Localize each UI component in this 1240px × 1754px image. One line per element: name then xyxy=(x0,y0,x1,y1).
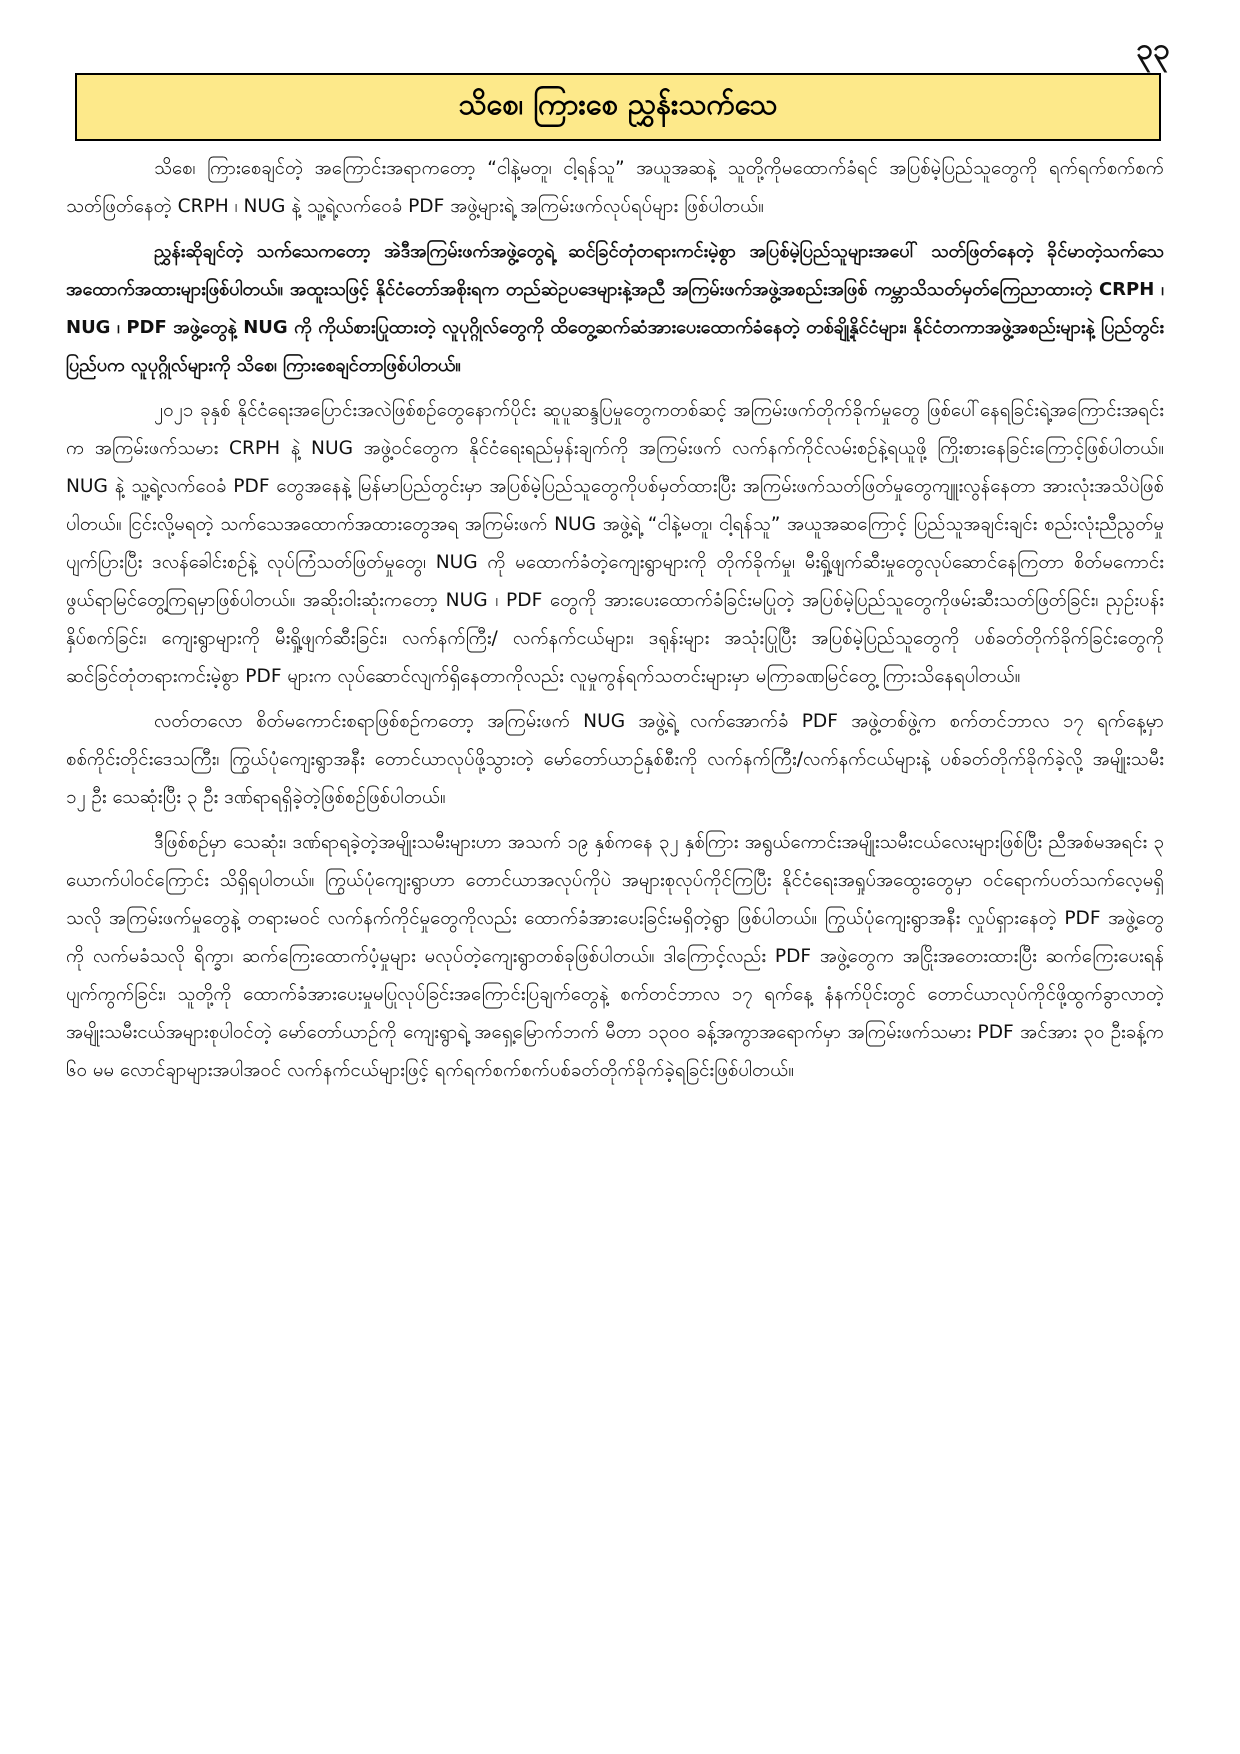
page-title: သိစေ၊ ကြားစေ ညွှန်းသက်သေ xyxy=(458,86,778,121)
article-body xyxy=(66,150,1164,1097)
paragraph-2: ညွှန်းဆိုချင်တဲ့ သက်သေကတော့ အဲဒီအကြမ်းဖက်အဖွဲ့တွေရဲ့ ဆင်ခြင်တုံတရားကင်းမဲ့စွာ အပြစ်မဲ့ပြည်သူများအပေါ် သတ်ဖြတ်နေတဲ့ ခိုင်မာတဲ့သက်သေအထောက်အထားများဖြစ်ပါတယ်။ အထူးသဖြင့် နိုင်ငံတော်အစိုးရက တည်ဆဲဥပဒေများနဲ့အညီ အကြမ်းဖက်အဖွဲ့အစည်းအဖြစ် ကမ္ဘာသိသတ်မှတ်ကြေညာထားတဲ့ CRPH ၊ NUG ၊ PDF အဖွဲ့တွေနဲ့ NUG ကို ကိုယ်စားပြုထားတဲ့ လူပုဂ္ဂိုလ်တွေကို ထိတွေ့ဆက်ဆံအားပေးထောက်ခံနေတဲ့ တစ်ချို့နိုင်ငံများ၊ နိုင်ငံတကာအဖွဲ့အစည်းများနဲ့ ပြည်တွင်းပြည်ပက လူပုဂ္ဂိုလ်များကို သိစေ၊ ကြားစေချင်တာဖြစ်ပါတယ်။ xyxy=(66,241,1164,376)
paragraph-4: လတ်တလော စိတ်မကောင်းစရာဖြစ်စဉ်ကတော့ အကြမ်းဖက် NUG အဖွဲ့ရဲ့ လက်အောက်ခံ PDF အဖွဲ့တစ်ဖွဲ့က စက်တင်ဘာလ ၁၇ ရက်နေ့မှာ စစ်ကိုင်းတိုင်းဒေသကြီး၊ ကြွယ်ပုံကျေးရွာအနီး တောင်ယာလုပ်ဖို့သွားတဲ့ မော်တော်ယာဉ်နှစ်စီးကို လက်နက်ကြီး/လက်နက်ငယ်များနဲ့ ပစ်ခတ်တိုက်ခိုက်ခဲ့လို့ အမျိုးသမီး ၁၂ ဦး သေဆုံးပြီး ၃ ဦး ဒဏ်ရာရရှိခဲ့တဲ့ဖြစ်စဉ်ဖြစ်ပါတယ်။ xyxy=(66,711,1164,808)
paragraph-3: ၂၀၂၁ ခုနှစ် နိုင်ငံရေးအပြောင်းအလဲဖြစ်စဉ်တွေနောက်ပိုင်း ဆူပူဆန္ဒပြမှုတွေကတစ်ဆင့် အကြမ်းဖက်တိုက်ခိုက်မှုတွေ ဖြစ်ပေါ်နေရခြင်းရဲ့အကြောင်းအရင်းက အကြမ်းဖက်သမား CRPH နဲ့ NUG အဖွဲ့ဝင်တွေက နိုင်ငံရေးရည်မှန်းချက်ကို အကြမ်းဖက် လက်နက်ကိုင်လမ်းစဉ်နဲ့ရယူဖို့ ကြိုးစားနေခြင်းကြောင့်ဖြစ်ပါတယ်။ NUG နဲ့ သူ့ရဲ့လက်ဝေခံ PDF တွေအနေနဲ့ မြန်မာပြည်တွင်းမှာ အပြစ်မဲ့ပြည်သူတွေကိုပစ်မှတ်ထားပြီး အကြမ်းဖက်သတ်ဖြတ်မှုတွေကျူးလွန်နေတာ အားလုံးအသိပဲဖြစ်ပါတယ်။ ငြင်းလို့မရတဲ့ သက်သေအထောက်အထားတွေအရ အကြမ်းဖက် NUG အဖွဲ့ရဲ့ “ငါနဲ့မတူ၊ ငါ့ရန်သူ” အယူအဆကြောင့် ပြည်သူအချင်းချင်း စည်းလုံးညီညွတ်မှုပျက်ပြားပြီး ဒလန်ခေါင်းစဉ်နဲ့ လုပ်ကြံသတ်ဖြတ်မှုတွေ၊ NUG ကို မထောက်ခံတဲ့ကျေးရွာများကို တိုက်ခိုက်မှု၊ မီးရှို့ဖျက်ဆီးမှုတွေလုပ်ဆောင်နေကြတာ စိတ်မကောင်းဖွယ်ရာမြင်တွေ့ကြရမှာဖြစ်ပါတယ်။ အဆိုးဝါးဆုံးကတော့ NUG ၊ PDF တွေကို အားပေးထောက်ခံခြင်းမပြုတဲ့ အပြစ်မဲ့ပြည်သူတွေကိုဖမ်းဆီးသတ်ဖြတ်ခြင်း၊ ညှဉ်းပန်းနှိပ်စက်ခြင်း၊ ကျေးရွာများကို မီးရှို့ဖျက်ဆီးခြင်း၊ လက်နက်ကြီး/ လက်နက်ငယ်များ၊ ဒရုန်းများ အသုံးပြုပြီး အပြစ်မဲ့ပြည်သူတွေကို ပစ်ခတ်တိုက်ခိုက်ခြင်းတွေကို ဆင်ခြင်တုံတရားကင်းမဲ့စွာ PDF များက လုပ်ဆောင်လျက်ရှိနေတာကိုလည်း လူမှုကွန်ရက်သတင်းများမှာ မကြာခဏမြင်တွေ့ ကြားသိနေရပါတယ်။ xyxy=(66,400,1164,687)
paragraph-5: ဒီဖြစ်စဉ်မှာ သေဆုံး၊ ဒဏ်ရာရခဲ့တဲ့အမျိုးသမီးများဟာ အသက် ၁၉ နှစ်ကနေ ၃၂ နှစ်ကြား အရွယ်ကောင်းအမျိုးသမီးငယ်လေးများဖြစ်ပြီး ညီအစ်မအရင်း ၃ ယောက်ပါဝင်ကြောင်း သိရှိရပါတယ်။ ကြွယ်ပုံကျေးရွာဟာ တောင်ယာအလုပ်ကိုပဲ အများစုလုပ်ကိုင်ကြပြီး နိုင်ငံရေးအရှုပ်အထွေးတွေမှာ ဝင်ရောက်ပတ်သက်လေ့မရှိသလို အကြမ်းဖက်မှုတွေနဲ့ တရားမဝင် လက်နက်ကိုင်မှုတွေကိုလည်း ထောက်ခံအားပေးခြင်းမရှိတဲ့ရွာ ဖြစ်ပါတယ်။ ကြွယ်ပုံကျေးရွာအနီး လှုပ်ရှားနေတဲ့ PDF အဖွဲ့တွေကို လက်မခံသလို ရိက္ခာ၊ ဆက်ကြေးထောက်ပံ့မှုများ မလုပ်တဲ့ကျေးရွာတစ်ခုဖြစ်ပါတယ်။ ဒါကြောင့်လည်း PDF အဖွဲ့တွေက အငြိုးအတေးထားပြီး ဆက်ကြေးပေးရန်ပျက်ကွက်ခြင်း၊ သူတို့ကို ထောက်ခံအားပေးမှုမပြုလုပ်ခြင်းအကြောင်းပြချက်တွေနဲ့ စက်တင်ဘာလ ၁၇ ရက်နေ့ နံနက်ပိုင်းတွင် တောင်ယာလုပ်ကိုင်ဖို့ထွက်ခွာလာတဲ့ အမျိုးသမီးငယ်အများစုပါဝင်တဲ့ မော်တော်ယာဉ်ကို ကျေးရွာရဲ့ အရှေ့မြောက်ဘက် မီတာ ၁၃၀၀ ခန့်အကွာအရောက်မှာ အကြမ်းဖက်သမား PDF အင်အား ၃၀ ဦးခန့်က ၆၀ မမ လောင်ချာများအပါအဝင် လက်နက်ငယ်များဖြင့် ရက်ရက်စက်စက်ပစ်ခတ်တိုက်ခိုက်ခဲ့ရခြင်းဖြစ်ပါတယ်။ xyxy=(66,832,1164,1081)
page-number: ၃၃ xyxy=(1136,32,1170,67)
title-banner xyxy=(75,73,1161,141)
paragraph-1: သိစေ၊ ကြားစေချင်တဲ့ အကြောင်းအရာကတော့ “ငါနဲ့မတူ၊ ငါ့ရန်သူ” အယူအဆနဲ့ သူတို့ကိုမထောက်ခံရင် အပြစ်မဲ့ပြည်သူတွေကို ရက်ရက်စက်စက်သတ်ဖြတ်နေတဲ့ CRPH ၊ NUG နဲ့ သူ့ရဲ့လက်ဝေခံ PDF အဖွဲ့များရဲ့ အကြမ်းဖက်လုပ်ရပ်များ ဖြစ်ပါတယ်။ xyxy=(66,158,1164,217)
